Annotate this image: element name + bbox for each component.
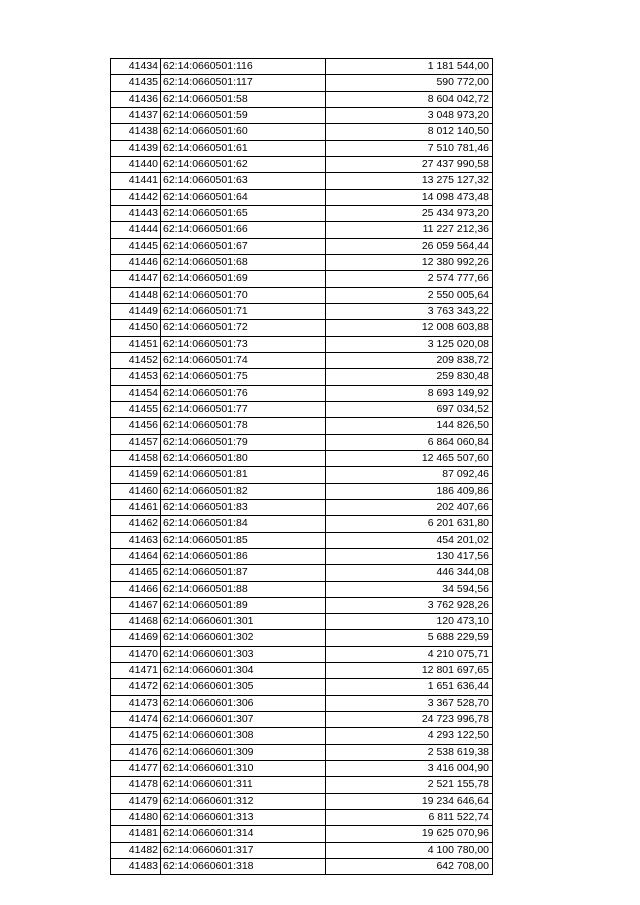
table-row: [111, 173, 493, 189]
row-number-cell: 41444: [111, 222, 161, 238]
cadastral-value-cell: 590 772,00: [326, 75, 493, 91]
row-number-cell: 41451: [111, 336, 161, 352]
cadastral-value-cell: 5 688 229,59: [326, 630, 493, 646]
cadastral-value-cell: 3 763 343,22: [326, 303, 493, 319]
cadastral-value-cell: 24 723 996,78: [326, 712, 493, 728]
row-number-cell: 41453: [111, 369, 161, 385]
row-number-cell: 41439: [111, 140, 161, 156]
row-number-cell: 41441: [111, 173, 161, 189]
table-row: [111, 336, 493, 352]
table-row: [111, 581, 493, 597]
row-number-cell: 41434: [111, 59, 161, 75]
row-number-cell: 41438: [111, 124, 161, 140]
cadastral-value-cell: 3 048 973,20: [326, 107, 493, 123]
table-row: [111, 107, 493, 123]
row-number-cell: 41458: [111, 450, 161, 466]
cadastral-number-cell: 62:14:0660501:75: [161, 369, 326, 385]
row-number-cell: 41477: [111, 761, 161, 777]
table-row: [111, 695, 493, 711]
cadastral-number-cell: 62:14:0660501:62: [161, 156, 326, 172]
row-number-cell: 41478: [111, 777, 161, 793]
cadastral-value-cell: 446 344,08: [326, 565, 493, 581]
cadastral-value-cell: 19 234 646,64: [326, 793, 493, 809]
cadastral-number-cell: 62:14:0660601:307: [161, 712, 326, 728]
row-number-cell: 41471: [111, 663, 161, 679]
table-row: [111, 189, 493, 205]
table-row: [111, 287, 493, 303]
table-row: [111, 401, 493, 417]
cadastral-number-cell: 62:14:0660501:74: [161, 352, 326, 368]
row-number-cell: 41443: [111, 205, 161, 221]
cadastral-number-cell: 62:14:0660501:65: [161, 205, 326, 221]
table-row: [111, 565, 493, 581]
cadastral-number-cell: 62:14:0660501:78: [161, 418, 326, 434]
table-row: [111, 352, 493, 368]
row-number-cell: 41448: [111, 287, 161, 303]
table-row: [111, 385, 493, 401]
row-number-cell: 41462: [111, 516, 161, 532]
row-number-cell: 41435: [111, 75, 161, 91]
cadastral-number-cell: 62:14:0660501:64: [161, 189, 326, 205]
row-number-cell: 41465: [111, 565, 161, 581]
cadastral-value-cell: 1 651 636,44: [326, 679, 493, 695]
table-row: [111, 679, 493, 695]
cadastral-number-cell: 62:14:0660601:309: [161, 744, 326, 760]
cadastral-value-cell: 6 864 060,84: [326, 434, 493, 450]
table-row: [111, 826, 493, 842]
row-number-cell: 41450: [111, 320, 161, 336]
cadastral-value-table: [110, 58, 493, 875]
cadastral-value-cell: 12 801 697,65: [326, 663, 493, 679]
cadastral-value-cell: 27 437 990,58: [326, 156, 493, 172]
table-row: [111, 728, 493, 744]
cadastral-value-cell: 11 227 212,36: [326, 222, 493, 238]
cadastral-number-cell: 62:14:0660501:68: [161, 254, 326, 270]
table-row: [111, 597, 493, 613]
table-row: [111, 450, 493, 466]
table-row: [111, 434, 493, 450]
row-number-cell: 41447: [111, 271, 161, 287]
table-row: [111, 205, 493, 221]
row-number-cell: 41463: [111, 532, 161, 548]
cadastral-number-cell: 62:14:0660601:312: [161, 793, 326, 809]
row-number-cell: 41473: [111, 695, 161, 711]
cadastral-value-cell: 130 417,56: [326, 548, 493, 564]
table-row: [111, 712, 493, 728]
table-row: [111, 124, 493, 140]
row-number-cell: 41445: [111, 238, 161, 254]
table-row: [111, 516, 493, 532]
cadastral-number-cell: 62:14:0660601:303: [161, 646, 326, 662]
cadastral-number-cell: 62:14:0660501:72: [161, 320, 326, 336]
cadastral-value-cell: 8 012 140,50: [326, 124, 493, 140]
row-number-cell: 41469: [111, 630, 161, 646]
cadastral-value-cell: 259 830,48: [326, 369, 493, 385]
row-number-cell: 41455: [111, 401, 161, 417]
table-body: [111, 59, 493, 875]
table-row: [111, 810, 493, 826]
table-row: [111, 483, 493, 499]
row-number-cell: 41475: [111, 728, 161, 744]
row-number-cell: 41436: [111, 91, 161, 107]
row-number-cell: 41454: [111, 385, 161, 401]
cadastral-value-cell: 209 838,72: [326, 352, 493, 368]
table-row: [111, 156, 493, 172]
cadastral-value-cell: 8 604 042,72: [326, 91, 493, 107]
cadastral-value-cell: 12 465 507,60: [326, 450, 493, 466]
cadastral-value-cell: 13 275 127,32: [326, 173, 493, 189]
cadastral-number-cell: 62:14:0660501:86: [161, 548, 326, 564]
row-number-cell: 41437: [111, 107, 161, 123]
cadastral-number-cell: 62:14:0660501:59: [161, 107, 326, 123]
cadastral-number-cell: 62:14:0660501:79: [161, 434, 326, 450]
row-number-cell: 41446: [111, 254, 161, 270]
cadastral-number-cell: 62:14:0660501:76: [161, 385, 326, 401]
cadastral-number-cell: 62:14:0660501:84: [161, 516, 326, 532]
cadastral-value-cell: 4 100 780,00: [326, 842, 493, 858]
cadastral-number-cell: 62:14:0660501:71: [161, 303, 326, 319]
cadastral-value-cell: 12 008 603,88: [326, 320, 493, 336]
row-number-cell: 41481: [111, 826, 161, 842]
row-number-cell: 41467: [111, 597, 161, 613]
cadastral-number-cell: 62:14:0660601:314: [161, 826, 326, 842]
row-number-cell: 41479: [111, 793, 161, 809]
row-number-cell: 41449: [111, 303, 161, 319]
cadastral-number-cell: 62:14:0660501:69: [161, 271, 326, 287]
table-row: [111, 859, 493, 875]
table-row: [111, 793, 493, 809]
cadastral-number-cell: 62:14:0660501:70: [161, 287, 326, 303]
table-row: [111, 761, 493, 777]
row-number-cell: 41457: [111, 434, 161, 450]
cadastral-number-cell: 62:14:0660501:89: [161, 597, 326, 613]
cadastral-number-cell: 62:14:0660501:83: [161, 499, 326, 515]
cadastral-number-cell: 62:14:0660601:306: [161, 695, 326, 711]
row-number-cell: 41482: [111, 842, 161, 858]
cadastral-value-cell: 19 625 070,96: [326, 826, 493, 842]
cadastral-value-cell: 186 409,86: [326, 483, 493, 499]
cadastral-number-cell: 62:14:0660601:304: [161, 663, 326, 679]
cadastral-number-cell: 62:14:0660501:67: [161, 238, 326, 254]
cadastral-number-cell: 62:14:0660501:88: [161, 581, 326, 597]
table-row: [111, 646, 493, 662]
cadastral-value-cell: 2 550 005,64: [326, 287, 493, 303]
table-row: [111, 320, 493, 336]
table-row: [111, 744, 493, 760]
cadastral-value-cell: 2 538 619,38: [326, 744, 493, 760]
cadastral-value-cell: 2 574 777,66: [326, 271, 493, 287]
cadastral-value-cell: 26 059 564,44: [326, 238, 493, 254]
cadastral-value-cell: 1 181 544,00: [326, 59, 493, 75]
row-number-cell: 41452: [111, 352, 161, 368]
cadastral-number-cell: 62:14:0660601:301: [161, 614, 326, 630]
cadastral-number-cell: 62:14:0660601:317: [161, 842, 326, 858]
cadastral-value-cell: 3 416 004,90: [326, 761, 493, 777]
table-row: [111, 418, 493, 434]
table-row: [111, 303, 493, 319]
cadastral-value-cell: 202 407,66: [326, 499, 493, 515]
cadastral-number-cell: 62:14:0660501:87: [161, 565, 326, 581]
cadastral-number-cell: 62:14:0660501:85: [161, 532, 326, 548]
cadastral-number-cell: 62:14:0660501:61: [161, 140, 326, 156]
cadastral-value-cell: 6 811 522,74: [326, 810, 493, 826]
cadastral-value-cell: 2 521 155,78: [326, 777, 493, 793]
cadastral-number-cell: 62:14:0660501:60: [161, 124, 326, 140]
cadastral-number-cell: 62:14:0660601:302: [161, 630, 326, 646]
cadastral-number-cell: 62:14:0660501:63: [161, 173, 326, 189]
row-number-cell: 41483: [111, 859, 161, 875]
cadastral-value-cell: 12 380 992,26: [326, 254, 493, 270]
row-number-cell: 41440: [111, 156, 161, 172]
table-row: [111, 75, 493, 91]
row-number-cell: 41472: [111, 679, 161, 695]
row-number-cell: 41461: [111, 499, 161, 515]
row-number-cell: 41459: [111, 467, 161, 483]
row-number-cell: 41466: [111, 581, 161, 597]
table-row: [111, 254, 493, 270]
table-row: [111, 91, 493, 107]
cadastral-number-cell: 62:14:0660501:66: [161, 222, 326, 238]
row-number-cell: 41442: [111, 189, 161, 205]
row-number-cell: 41464: [111, 548, 161, 564]
cadastral-value-cell: 4 210 075,71: [326, 646, 493, 662]
row-number-cell: 41460: [111, 483, 161, 499]
table-row: [111, 369, 493, 385]
table-row: [111, 548, 493, 564]
cadastral-value-cell: 3 762 928,26: [326, 597, 493, 613]
cadastral-value-cell: 144 826,50: [326, 418, 493, 434]
table-row: [111, 614, 493, 630]
cadastral-value-cell: 14 098 473,48: [326, 189, 493, 205]
table-row: [111, 663, 493, 679]
cadastral-number-cell: 62:14:0660601:311: [161, 777, 326, 793]
cadastral-value-cell: 25 434 973,20: [326, 205, 493, 221]
row-number-cell: 41470: [111, 646, 161, 662]
cadastral-number-cell: 62:14:0660601:308: [161, 728, 326, 744]
table-row: [111, 59, 493, 75]
table-row: [111, 271, 493, 287]
row-number-cell: 41468: [111, 614, 161, 630]
table-row: [111, 499, 493, 515]
cadastral-value-cell: 4 293 122,50: [326, 728, 493, 744]
cadastral-value-cell: 8 693 149,92: [326, 385, 493, 401]
cadastral-value-cell: 87 092,46: [326, 467, 493, 483]
table-row: [111, 140, 493, 156]
cadastral-value-cell: 6 201 631,80: [326, 516, 493, 532]
table-row: [111, 532, 493, 548]
row-number-cell: 41456: [111, 418, 161, 434]
cadastral-number-cell: 62:14:0660501:82: [161, 483, 326, 499]
row-number-cell: 41474: [111, 712, 161, 728]
cadastral-value-cell: 642 708,00: [326, 859, 493, 875]
table-row: [111, 842, 493, 858]
cadastral-value-cell: 697 034,52: [326, 401, 493, 417]
cadastral-number-cell: 62:14:0660501:81: [161, 467, 326, 483]
cadastral-value-cell: 120 473,10: [326, 614, 493, 630]
row-number-cell: 41476: [111, 744, 161, 760]
cadastral-value-cell: 7 510 781,46: [326, 140, 493, 156]
table-row: [111, 222, 493, 238]
cadastral-value-cell: 3 125 020,08: [326, 336, 493, 352]
cadastral-value-cell: 3 367 528,70: [326, 695, 493, 711]
table-row: [111, 777, 493, 793]
cadastral-value-cell: 454 201,02: [326, 532, 493, 548]
cadastral-number-cell: 62:14:0660601:318: [161, 859, 326, 875]
cadastral-number-cell: 62:14:0660501:73: [161, 336, 326, 352]
table-row: [111, 467, 493, 483]
row-number-cell: 41480: [111, 810, 161, 826]
cadastral-number-cell: 62:14:0660501:116: [161, 59, 326, 75]
cadastral-number-cell: 62:14:0660501:77: [161, 401, 326, 417]
table-row: [111, 630, 493, 646]
cadastral-number-cell: 62:14:0660501:58: [161, 91, 326, 107]
table-row: [111, 238, 493, 254]
cadastral-number-cell: 62:14:0660501:117: [161, 75, 326, 91]
cadastral-value-cell: 34 594,56: [326, 581, 493, 597]
cadastral-number-cell: 62:14:0660501:80: [161, 450, 326, 466]
cadastral-number-cell: 62:14:0660601:305: [161, 679, 326, 695]
cadastral-number-cell: 62:14:0660601:310: [161, 761, 326, 777]
cadastral-number-cell: 62:14:0660601:313: [161, 810, 326, 826]
